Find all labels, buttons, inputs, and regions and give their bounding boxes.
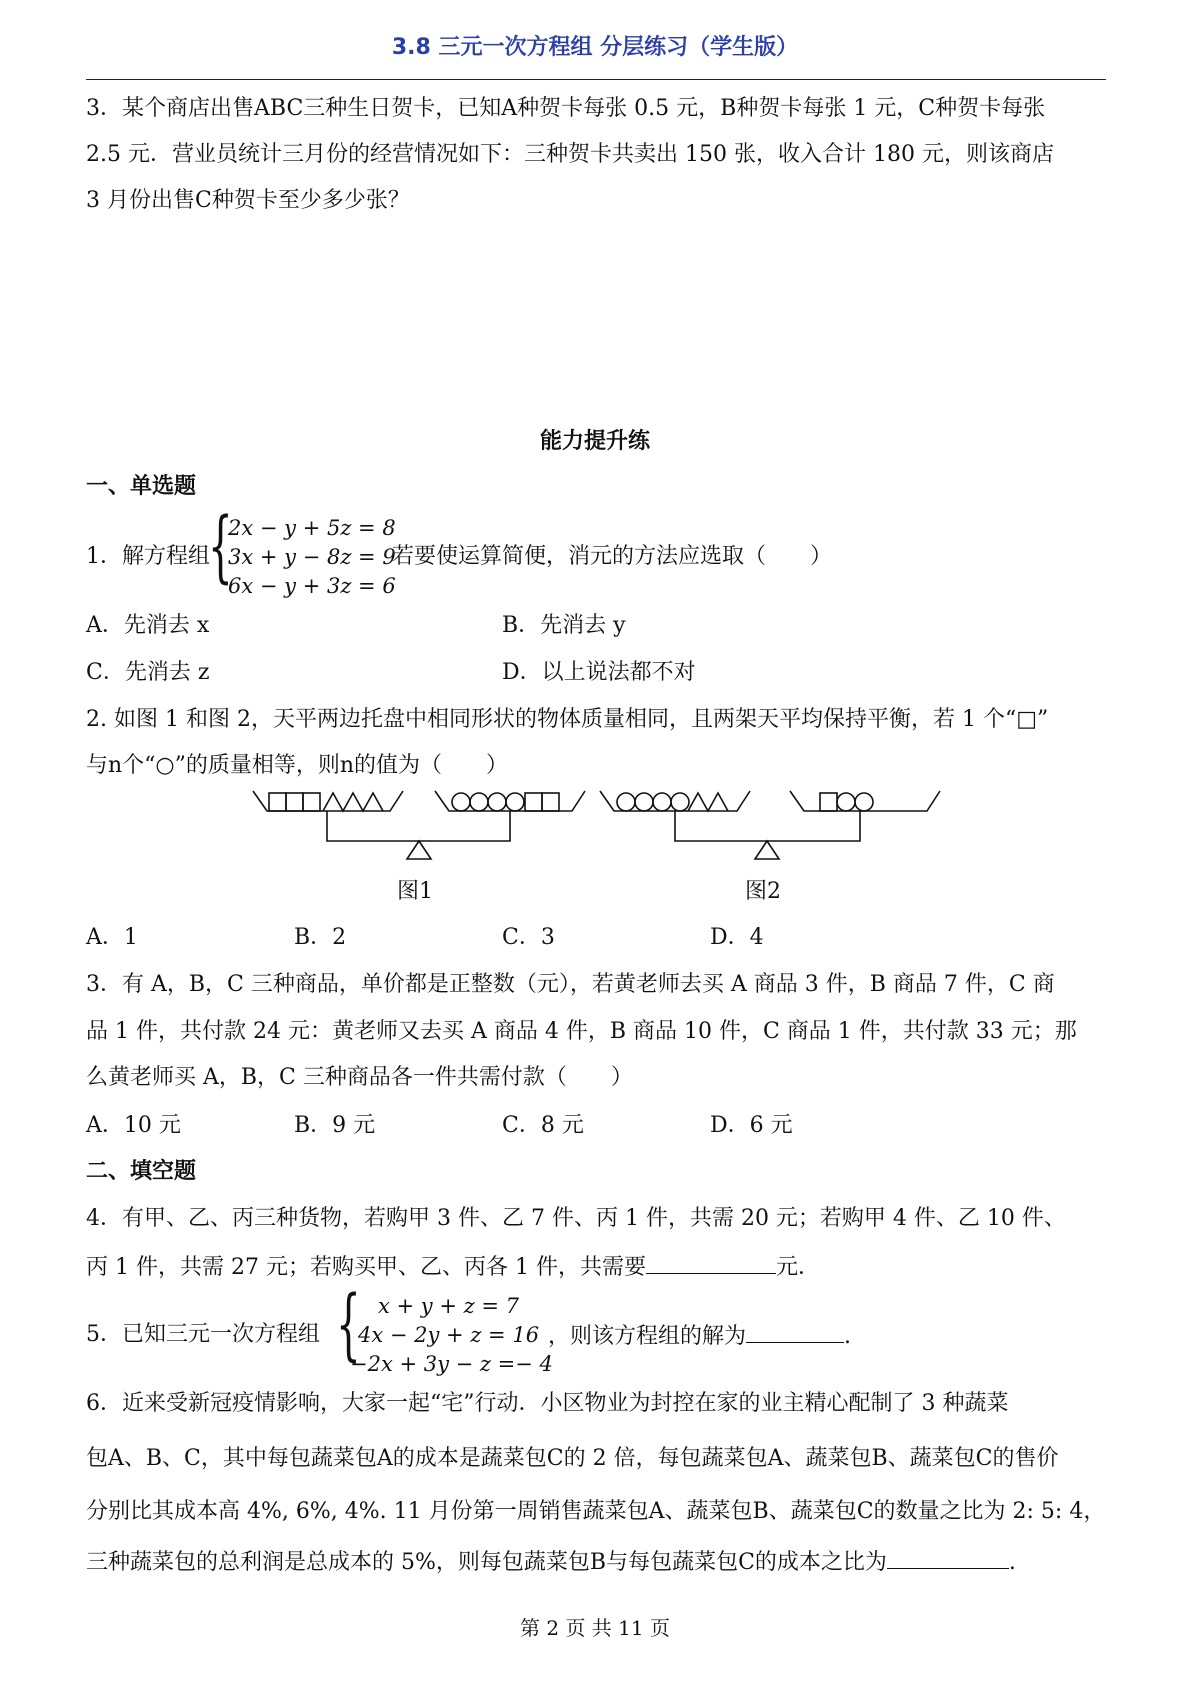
q5-brace: { <box>336 1280 361 1370</box>
q6-line-1: 6．近来受新冠疫情影响，大家一起“宅”行动．小区物业为封控在家的业主精心配制了 3 种蔬菜 <box>86 1391 1009 1416</box>
q2-line-2: 与n个“○”的质量相等，则n的值为（ ） <box>86 753 509 778</box>
q3-option-d: D．6 元 <box>710 1113 793 1138</box>
q3-line-3: 么黄老师买 A，B，C 三种商品各一件共需付款（ ） <box>86 1065 633 1090</box>
figure-2-caption: 图2 <box>745 879 781 904</box>
q1-prefix: 1．解方程组 <box>86 544 210 569</box>
q2-option-b: B．2 <box>294 925 347 950</box>
q1-equation-1: 2x − y + 5z = 8 <box>228 516 396 540</box>
q6-line-4-end: . <box>1008 1550 1016 1575</box>
q1-brace: { <box>208 502 233 592</box>
q5-end: . <box>844 1324 852 1349</box>
q1-equation-3: 6x − y + 3z = 6 <box>228 574 396 598</box>
q1-suffix: 若要使运算简便，消元的方法应选取（ ） <box>392 544 833 569</box>
part-heading-fill-blank: 二、填空题 <box>86 1159 197 1184</box>
q3-pre-line-3: 3 月份出售C种贺卡至少多少张？ <box>86 188 410 213</box>
q1-option-a: A．先消去 x <box>86 613 210 638</box>
q3-line-1: 3．有 A，B，C 三种商品，单价都是正整数（元），若黄老师去买 A 商品 3 件，B 商品 7 件，C 商 <box>86 972 1055 997</box>
q2-option-a: A．1 <box>86 925 138 950</box>
q4-line-1: 4．有甲、乙、丙三种货物，若购甲 3 件、乙 7 件、丙 1 件，共需 20 元；若购甲 4 件、乙 10 件、 <box>86 1206 1066 1231</box>
q5-answer-blank[interactable] <box>746 1320 844 1343</box>
balance-figure-1 <box>253 791 585 859</box>
q2-option-d: D．4 <box>710 925 764 950</box>
section-title: 能力提升练 <box>539 429 650 454</box>
q5-equation-3: −2x + 3y − z =− 4 <box>350 1352 553 1376</box>
q1-option-d: D．以上说法都不对 <box>502 660 696 685</box>
q4-line-2-text: 丙 1 件，共需 27 元；若购买甲、乙、丙各 1 件，共需要 <box>86 1255 646 1280</box>
q3-line-2: 品 1 件，共付款 24 元：黄老师又去买 A 商品 4 件，B 商品 10 件，C 商品 1 件，共付款 33 元；那 <box>86 1019 1077 1044</box>
q6-answer-blank[interactable] <box>887 1546 1009 1569</box>
header-divider <box>86 79 1106 80</box>
q4-answer-blank[interactable] <box>646 1251 776 1274</box>
q5-suffix: ，则该方程组的解为 <box>548 1324 747 1349</box>
q3-pre-line-2: 2.5 元．营业员统计三月份的经营情况如下：三种贺卡共卖出 150 张，收入合计 180 元，则该商店 <box>86 142 1054 167</box>
figure-1-caption: 图1 <box>397 879 433 904</box>
page-footer: 第 2 页 共 11 页 <box>520 1616 670 1640</box>
balance-figures <box>245 783 945 873</box>
q4-line-2-end: 元． <box>775 1255 820 1280</box>
q6-line-2: 包A、B、C，其中每包蔬菜包A的成本是蔬菜包C的 2 倍，每包蔬菜包A、蔬菜包B、蔬菜包C的售价 <box>86 1446 1059 1471</box>
q3-option-c: C．8 元 <box>502 1113 584 1138</box>
q3-pre-line-1: 3．某个商店出售ABC三种生日贺卡，已知A种贺卡每张 0.5 元，B种贺卡每张 1 元，C种贺卡每张 <box>86 96 1046 121</box>
q6-line-3: 分别比其成本高 4%, 6%, 4%. 11 月份第一周销售蔬菜包A、蔬菜包B、蔬菜包C的数量之比为 2: 5: 4， <box>86 1499 1106 1524</box>
page-header-title: 3.8 三元一次方程组 分层练习（学生版） <box>391 35 799 60</box>
q3-option-a: A．10 元 <box>86 1113 181 1138</box>
q1-equation-2: 3x + y − 8z = 9 <box>228 545 396 569</box>
q2-option-c: C．3 <box>502 925 555 950</box>
q1-option-c: C．先消去 z <box>86 660 210 685</box>
q1-option-b: B．先消去 y <box>502 613 626 638</box>
q6-line-4 <box>86 1546 1016 1578</box>
part-heading-single-choice: 一、单选题 <box>86 474 197 499</box>
q4-line-2 <box>86 1251 820 1283</box>
q5-suffix-group <box>548 1320 851 1352</box>
q5-equation-1: x + y + z = 7 <box>378 1294 519 1318</box>
q5-equation-2: 4x − 2y + z = 16 <box>358 1323 540 1347</box>
q6-line-4-text: 三种蔬菜包的总利润是总成本的 5%，则每包蔬菜包B与每包蔬菜包C的成本之比为 <box>86 1550 887 1575</box>
q5-prefix: 5．已知三元一次方程组 <box>86 1322 320 1347</box>
q3-option-b: B．9 元 <box>294 1113 376 1138</box>
balance-figure-2 <box>600 791 940 859</box>
q2-line-1: 2. 如图 1 和图 2，天平两边托盘中相同形状的物体质量相同，且两架天平均保持平衡，若 1 个“□” <box>86 707 1049 732</box>
